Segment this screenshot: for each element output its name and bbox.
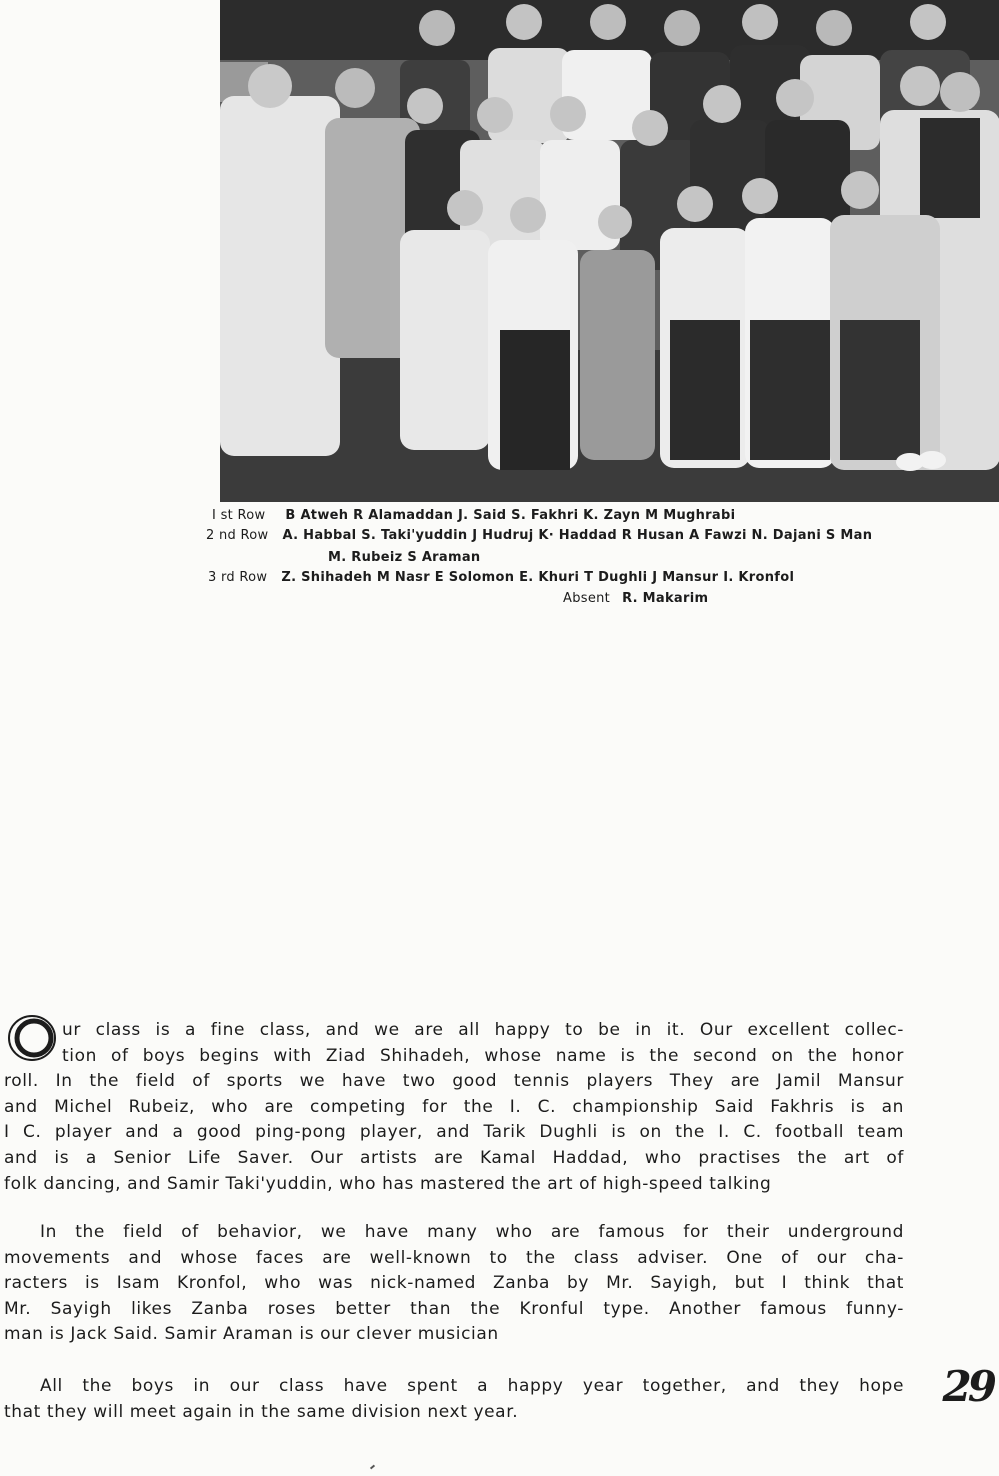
caption-row-2 bbox=[206, 528, 872, 543]
paragraph-1-line: and Michel Rubeiz, who are competing for the I. C. championship Said Fakhris is an bbox=[4, 1096, 904, 1117]
caption-row-2-label: 2 nd Row bbox=[206, 528, 269, 543]
caption-row-1-names: B Atweh R Alamaddan J. Said S. Fakhri K. Zayn M Mughrabi bbox=[285, 508, 736, 523]
caption-absent bbox=[563, 591, 708, 606]
paragraph-2-line: racters is Isam Kronfol, who was nick-named Zanba by Mr. Sayigh, but I think that bbox=[4, 1273, 904, 1294]
paragraph-2-line: Mr. Sayigh likes Zanba roses better than the Kronful type. Another famous funny- bbox=[4, 1298, 904, 1319]
caption-row-3 bbox=[208, 570, 794, 585]
caption-row-3-label: 3 rd Row bbox=[208, 570, 268, 585]
paragraph-2-line: In the field of behavior, we have many who are famous for their underground bbox=[40, 1222, 904, 1242]
paragraph-2-line: man is Jack Said. Samir Araman is our clever musician bbox=[4, 1324, 499, 1345]
group-photo bbox=[220, 0, 999, 502]
paragraph-3 bbox=[4, 1374, 904, 1425]
paragraph-1-line: I C. player and a good ping-pong player, and Tarik Dughli is on the I. C. football team bbox=[4, 1122, 904, 1143]
paragraph-2 bbox=[4, 1220, 904, 1348]
caption-row-2-names: A. Habbal S. Taki'yuddin J Hudruj K· Haddad R Husan A Fawzi N. Dajani S Man bbox=[282, 528, 873, 543]
caption-row-1-label: I st Row bbox=[212, 508, 266, 523]
paragraph-1-line: roll. In the field of sports we have two good tennis players They are Jamil Mansur bbox=[4, 1071, 904, 1092]
stray-mark bbox=[370, 1465, 375, 1470]
caption-absent-names: R. Makarim bbox=[622, 591, 709, 606]
caption-absent-label: Absent bbox=[563, 591, 611, 606]
caption-row-1 bbox=[212, 508, 735, 523]
caption-row-2-continued: M. Rubeiz S Araman bbox=[328, 550, 481, 565]
paragraph-1-line: folk dancing, and Samir Taki'yuddin, who has mastered the art of high-speed talking bbox=[4, 1173, 772, 1194]
paragraph-2-line: movements and whose faces are well-known to the class adviser. One of our cha- bbox=[4, 1247, 904, 1268]
paragraph-3-line: that they will meet again in the same division next year. bbox=[4, 1401, 519, 1422]
page-number: 29 bbox=[942, 1362, 993, 1411]
paragraph-1 bbox=[4, 1018, 904, 1197]
photo-figures bbox=[220, 0, 999, 502]
paragraph-1-line: and is a Senior Life Saver. Our artists are Kamal Haddad, who practises the art of bbox=[4, 1147, 904, 1168]
caption-row-3-names: Z. Shihadeh M Nasr E Solomon E. Khuri T Dughli J Mansur I. Kronfol bbox=[281, 570, 795, 585]
paragraph-1-line: tion of boys begins with Ziad Shihadeh, whose name is the second on the honor bbox=[62, 1045, 904, 1066]
paragraph-1-line: ur class is a fine class, and we are all happy to be in it. Our excellent collec- bbox=[62, 1020, 904, 1040]
paragraph-3-line: All the boys in our class have spent a happy year together, and they hope bbox=[40, 1376, 904, 1396]
